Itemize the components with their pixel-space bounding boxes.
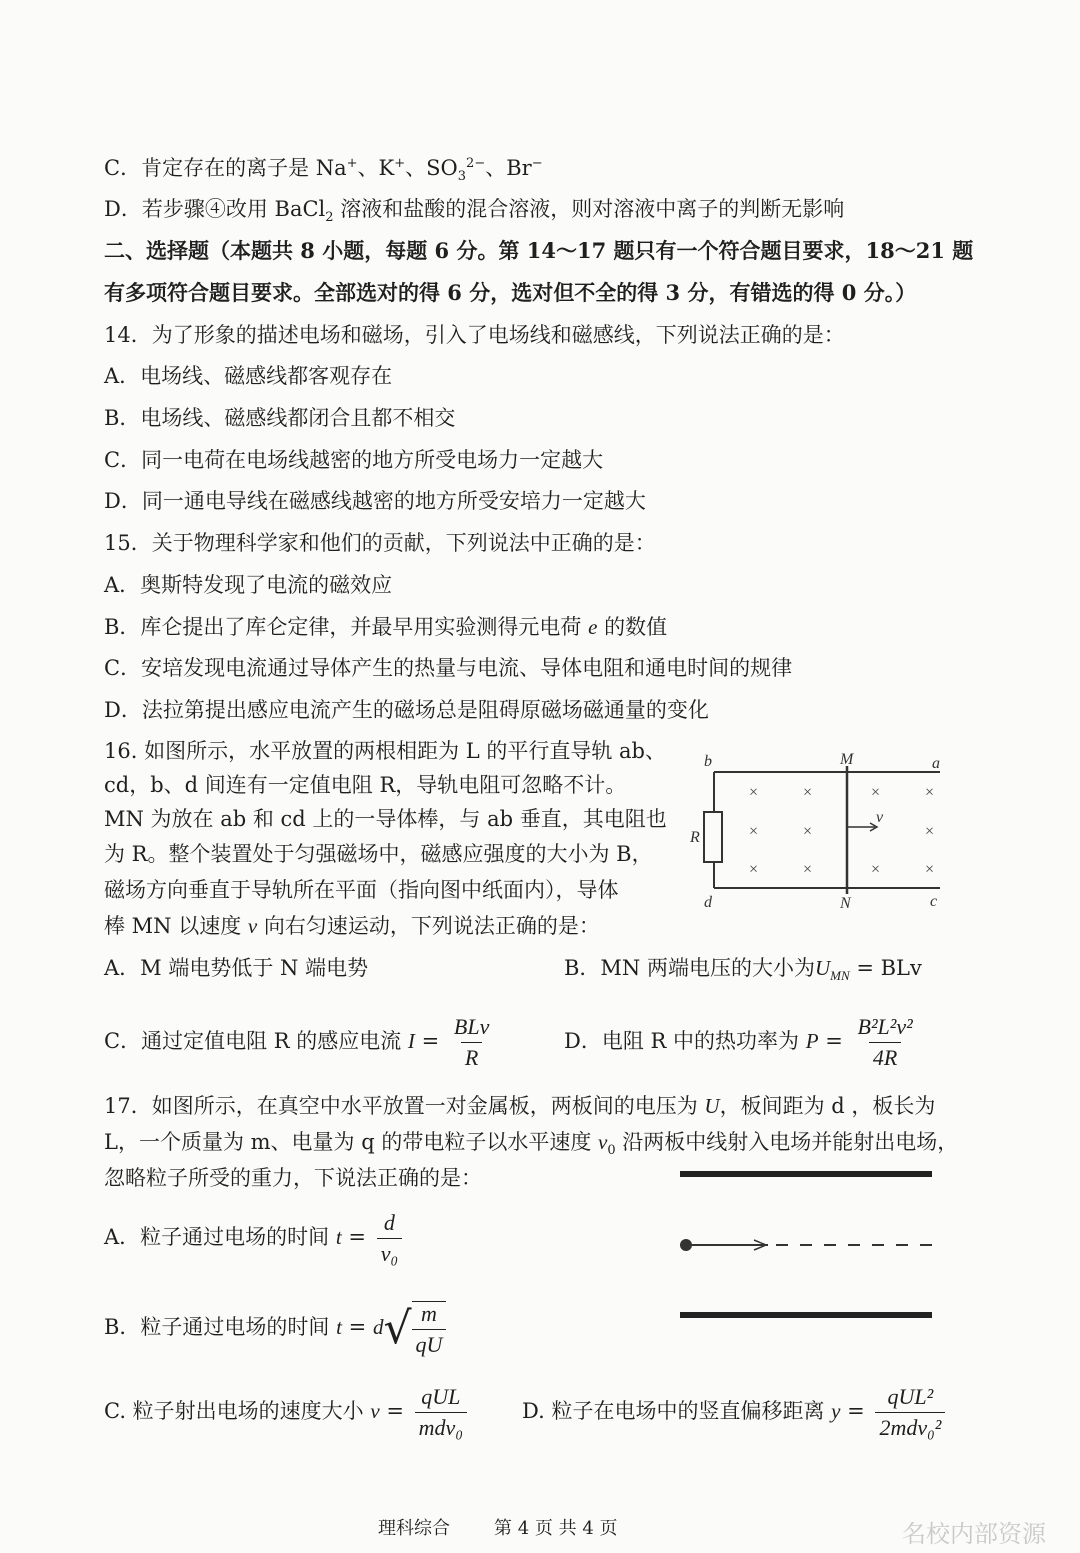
label-v: v — [876, 809, 884, 826]
q17-option-c: C. 粒子射出电场的速度大小 v = $\frac{\text{qUL}}{\text{mdv₀}}$ — [104, 1378, 471, 1444]
q17-stem-line1: 17．如图所示，在真空中水平放置一对金属板，两板间的电压为 U，板间距为 d ，板长为 — [104, 1094, 936, 1118]
footer-page-number: 第 4 页 共 4 页 — [494, 1518, 618, 1539]
q15-option-c: C．安培发现电流通过导体产生的热量与电流、导体电阻和通电时间的规律 — [104, 656, 793, 680]
svg-text:×: × — [924, 784, 935, 801]
label-a: a — [932, 755, 940, 772]
svg-text:×: × — [748, 823, 759, 840]
q16-stem-line2: cd，b、d 间连有一定值电阻 R，导轨电阻可忽略不计。 — [104, 773, 627, 797]
q16-option-a: A．M 端电势低于 N 端电势 — [104, 956, 369, 980]
svg-text:×: × — [870, 861, 881, 878]
watermark-text: 名校内部资源 — [902, 1520, 1046, 1548]
label-c: c — [930, 893, 938, 910]
q17-option-a: A．粒子通过电场的时间 t = $\frac{d}{\text{v₀}}$ — [104, 1206, 406, 1268]
q17-stem-line2: L，一个质量为 m、电量为 q 的带电粒子以水平速度 $v_0$ 沿两板中线射入电场并能射出电场， — [104, 1130, 959, 1159]
svg-text:×: × — [802, 861, 813, 878]
label-n: N — [840, 895, 851, 912]
section-heading-line1: 二、选择题（本题共 8 小题，每题 6 分。第 14～17 题只有一个符合题目要求，18～21 题 — [104, 238, 974, 263]
svg-text:×: × — [924, 823, 935, 840]
q13-option-c: C．肯定存在的离子是 Na+、K+、$SO_3^{2-}$、Br− — [104, 156, 543, 185]
q15-stem: 15．关于物理科学家和他们的贡献，下列说法中正确的是： — [104, 531, 656, 555]
svg-text:×: × — [802, 823, 813, 840]
q16-stem-line4: 为 R。整个装置处于匀强磁场中，磁感应强度的大小为 B， — [104, 842, 653, 866]
particle — [680, 1239, 692, 1251]
section-heading-line2: 有多项符合题目要求。全部选对的得 6 分，选对但不全的得 3 分，有错选的得 0 分。） — [104, 280, 917, 305]
label-d: d — [704, 894, 712, 911]
magnetic-field-crosses — [748, 784, 935, 878]
q16-stem-line3: MN 为放在 ab 和 cd 上的一导体棒，与 ab 垂直，其电阻也 — [104, 807, 667, 831]
q16-stem-line6: 棒 MN 以速度 v 向右匀速运动，下列说法正确的是： — [104, 914, 600, 938]
q15-option-d: D．法拉第提出感应电流产生的磁场总是阻碍原磁场磁通量的变化 — [104, 698, 709, 722]
label-m: M — [840, 752, 854, 768]
sqrt-expression: √ $\frac{m}{qU}$ — [383, 1301, 450, 1357]
footer-subject: 理科综合 — [378, 1518, 450, 1539]
q14-option-a: A．电场线、磁感线都客观存在 — [104, 364, 393, 388]
svg-text:×: × — [924, 861, 935, 878]
q16-circuit-figure — [690, 752, 950, 912]
q16-option-b: B．MN 两端电压的大小为$U_{MN}$ = BLv — [564, 956, 922, 984]
q14-option-b: B．电场线、磁感线都闭合且都不相交 — [104, 406, 456, 430]
q17-stem-line3: 忽略粒子所受的重力，下说法正确的是： — [104, 1166, 482, 1190]
q14-option-d: D．同一通电导线在磁感线越密的地方所受安培力一定越大 — [104, 489, 646, 513]
svg-text:×: × — [870, 784, 881, 801]
svg-text:×: × — [802, 784, 813, 801]
q16-stem-line1: 16. 如图所示，水平放置的两根相距为 L 的平行直导轨 ab、 — [104, 739, 667, 763]
lower-plate — [680, 1312, 932, 1318]
q16-stem-line5: 磁场方向垂直于导轨所在平面（指向图中纸面内），导体 — [104, 878, 619, 902]
label-b: b — [704, 753, 712, 770]
q14-option-c: C．同一电荷在电场线越密的地方所受电场力一定越大 — [104, 448, 604, 472]
q16-option-d: D．电阻 R 中的热功率为 P = $\frac{\text{B²L²v²}}{4R}$ — [564, 1014, 913, 1070]
q17-option-b: B．粒子通过电场的时间 t = d √ $\frac{m}{qU}$ — [104, 1294, 450, 1360]
upper-plate — [680, 1171, 932, 1177]
q13-option-d: D．若步骤④改用 BaCl$_2$ 溶液和盐酸的混合溶液，则对溶液中离子的判断无影响 — [104, 197, 845, 226]
label-r: R — [690, 829, 700, 846]
q16-option-c: C．通过定值电阻 R 的感应电流 I = $\frac{\text{BLv}}{R}$ — [104, 1014, 490, 1070]
q17-plates-figure — [676, 1168, 940, 1328]
q15-option-a: A．奥斯特发现了电流的磁效应 — [104, 573, 393, 597]
q17-option-d: D. 粒子在电场中的竖直偏移距离 y = $\frac{\text{qUL²}}{\text{2mdv₀²}}$ — [522, 1378, 949, 1444]
svg-text:×: × — [748, 784, 759, 801]
q14-stem: 14．为了形象的描述电场和磁场，引入了电场线和磁感线，下列说法正确的是： — [104, 323, 845, 347]
q15-option-b: B．库仑提出了库仑定律，并最早用实验测得元电荷 e 的数值 — [104, 615, 668, 639]
svg-text:×: × — [748, 861, 759, 878]
